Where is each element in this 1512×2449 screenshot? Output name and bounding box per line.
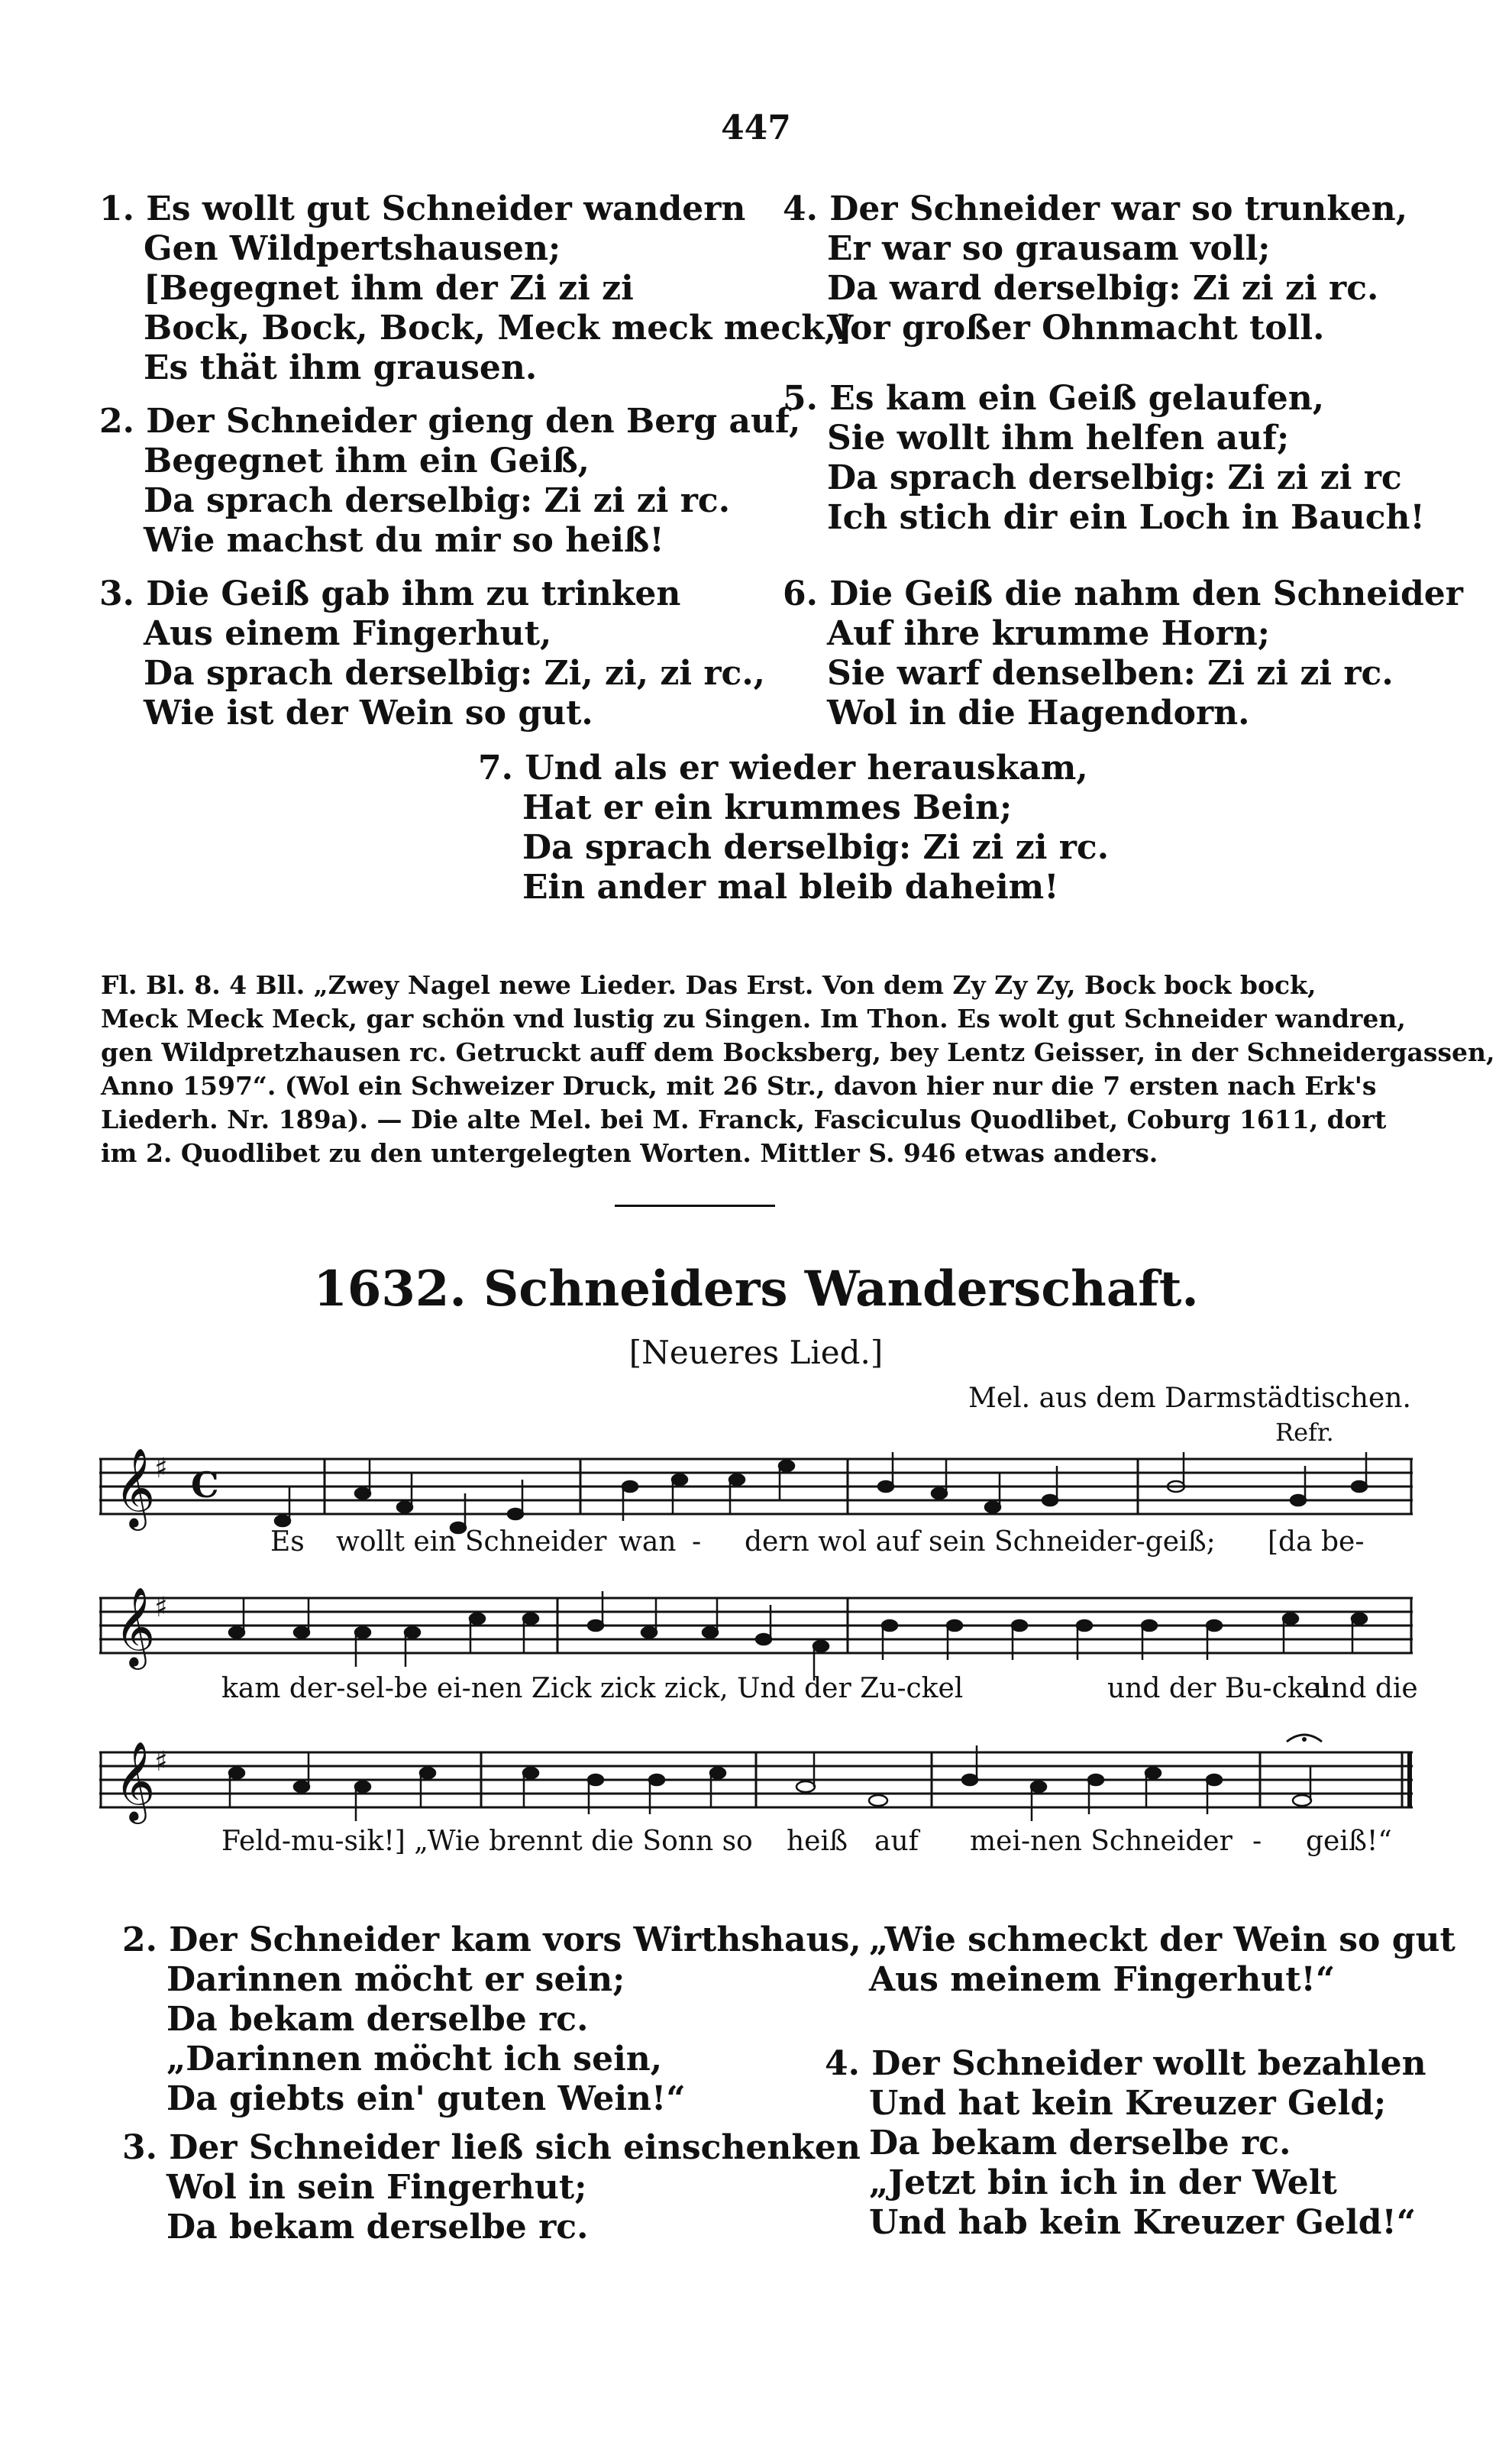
stanza-line: Wie ist der Wein so gut. — [144, 694, 593, 733]
stanza-line: Und hat kein Kreuzer Geld; — [869, 2084, 1387, 2123]
stanza-line: „Wie schmeckt der Wein so gut — [869, 1920, 1455, 1959]
refrain-mark: Refr. — [1275, 1418, 1334, 1447]
stanza-line: 4. Der Schneider war so trunken, — [783, 189, 1408, 228]
lyric-word: wan — [619, 1526, 677, 1558]
stanza-line: 3. Der Schneider ließ sich einschenken — [122, 2128, 861, 2167]
stanza-4-bottom — [825, 2044, 1426, 2243]
stanza-line: Aus meinem Fingerhut!“ — [869, 1960, 1336, 1999]
page-number: 447 — [721, 108, 791, 147]
stanza-7 — [478, 749, 1109, 907]
stanza-line: Ein ander mal bleib daheim! — [522, 868, 1059, 907]
stanza-line: 4. Der Schneider wollt bezahlen — [825, 2044, 1426, 2083]
melody-notes — [275, 1452, 1367, 1533]
lyric-word: auf — [874, 1826, 919, 1857]
lyrics-line-3 — [99, 1826, 1436, 1859]
stanza-line: Da sprach derselbig: Zi zi zi rc. — [144, 481, 731, 520]
lyric-word: mei-nen Schneider — [970, 1826, 1233, 1857]
stanza-line: „Darinnen möcht ich sein, — [166, 2040, 663, 2079]
stanza-line: Da giebts ein' guten Wein!“ — [166, 2079, 686, 2118]
stanza-line: 5. Es kam ein Geiß gelaufen, — [783, 379, 1325, 418]
lyric-word: dern wol auf sein Schneider-geiß; — [745, 1526, 1216, 1558]
stanza-line: 2. Der Schneider kam vors Wirthshaus, — [122, 1920, 861, 1959]
stanza-5 — [783, 379, 1425, 538]
music-staff-3 — [99, 1725, 1436, 1839]
note-line: Anno 1597“. (Wol ein Schweizer Druck, mit 26 Str., davon hier nur die 7 ersten nach Erk's — [101, 1071, 1377, 1101]
melody-notes — [229, 1745, 1311, 1821]
treble-clef-icon: 𝄞 — [115, 1587, 156, 1667]
stanza-line: Da ward derselbig: Zi zi zi rc. — [827, 269, 1379, 308]
lyric-word: heiß — [787, 1826, 848, 1857]
note-line: im 2. Quodlibet zu den untergelegten Worten. Mittler S. 946 etwas anders. — [101, 1138, 1158, 1168]
stanza-3 — [99, 574, 765, 733]
song-subtitle: [Neueres Lied.] — [628, 1334, 884, 1371]
stanza-3-continued — [825, 1920, 1455, 2000]
stanza-6 — [783, 574, 1463, 733]
stanza-line: Wie machst du mir so heiß! — [144, 521, 664, 560]
stanza-line: Da sprach derselbig: Zi zi zi rc. — [522, 828, 1110, 867]
lyric-word: kam der-sel-be ei-nen Zick zick zick, Und der Zu-ckel — [221, 1673, 964, 1704]
lyric-word: Es — [270, 1526, 305, 1558]
stanza-line: Da bekam derselbe rc. — [166, 2208, 589, 2247]
stanza-line: Wol in die Hagendorn. — [827, 694, 1250, 733]
stanza-line: Und hab kein Kreuzer Geld!“ — [869, 2203, 1417, 2242]
lyric-word: Feld-mu-sik!] „Wie brennt die Sonn so — [221, 1826, 753, 1857]
stanza-line: Auf ihre krumme Horn; — [827, 614, 1270, 653]
lyric-word: - — [1252, 1826, 1262, 1857]
note-line: Meck Meck Meck, gar schön vnd lustig zu Singen. Im Thon. Es wolt gut Schneider wandren, — [101, 1004, 1406, 1034]
stanza-line: Da sprach derselbig: Zi zi zi rc — [827, 458, 1402, 497]
stanza-line: 2. Der Schneider gieng den Berg auf, — [99, 402, 801, 441]
common-time-icon: C — [191, 1464, 219, 1506]
stanza-2 — [99, 402, 800, 561]
lyrics-line-2 — [99, 1673, 1436, 1707]
stanza-line: Gen Wildpertshausen; — [144, 229, 561, 268]
stanza-line: Begegnet ihm ein Geiß, — [144, 442, 590, 480]
lyric-word: - — [692, 1526, 702, 1558]
stanza-line: Bock, Bock, Bock, Meck meck meck,] — [144, 309, 852, 348]
stanza-1 — [99, 189, 852, 388]
stanza-3-bottom — [122, 2128, 861, 2247]
stanza-line: Wol in sein Fingerhut; — [166, 2168, 587, 2207]
note-line: gen Wildpretzhausen rc. Getruckt auff dem Bocksberg, bey Lentz Geisser, in der Schneidergassen, — [101, 1037, 1495, 1067]
stanza-line: Sie warf denselben: Zi zi zi rc. — [827, 654, 1394, 693]
melody-note: Mel. aus dem Darmstädtischen. — [968, 1383, 1411, 1414]
stanza-line: Da bekam derselbe rc. — [166, 2000, 589, 2039]
stanza-line: Ich stich dir ein Loch in Bauch! — [827, 498, 1425, 537]
stanza-line: 3. Die Geiß gab ihm zu trinken — [99, 574, 681, 613]
stanza-line: Hat er ein krummes Bein; — [522, 788, 1013, 827]
treble-clef-icon: 𝄞 — [115, 1741, 156, 1821]
song-heading — [0, 1260, 1512, 1318]
stanza-line: 1. Es wollt gut Schneider wandern — [99, 189, 746, 228]
lyric-word: geiß!“ — [1306, 1826, 1392, 1857]
stanza-4 — [783, 189, 1407, 348]
note-line: Liederh. Nr. 189a). — Die alte Mel. bei M. Franck, Fasciculus Quodlibet, Coburg 1611, dort — [101, 1105, 1387, 1134]
section-divider — [615, 1205, 775, 1207]
sharp-icon: ♯ — [154, 1453, 168, 1484]
stanza-line: 6. Die Geiß die nahm den Schneider — [783, 574, 1463, 613]
song-title: Schneiders Wanderschaft. — [483, 1260, 1199, 1318]
lyrics-line-1 — [99, 1526, 1436, 1560]
stanza-2-bottom — [122, 1920, 861, 2119]
source-note — [101, 969, 1495, 1170]
sharp-icon: ♯ — [154, 1592, 168, 1623]
stanza-line: „Jetzt bin ich in der Welt — [869, 2163, 1337, 2202]
stanza-line: Darinnen möcht er sein; — [166, 1960, 625, 1999]
lyric-word: [da be- — [1268, 1526, 1365, 1558]
sharp-icon: ♯ — [154, 1746, 168, 1778]
stanza-line: Vor großer Ohnmacht toll. — [827, 309, 1325, 348]
stanza-line: Es thät ihm grausen. — [144, 348, 538, 387]
lyric-word: und die — [1313, 1673, 1418, 1704]
stanza-line: Aus einem Fingerhut, — [144, 614, 552, 653]
stanza-line: Er war so grausam voll; — [827, 229, 1271, 268]
melody-notes — [229, 1591, 1367, 1681]
lyric-word: und der Bu-ckel — [1107, 1673, 1329, 1704]
note-line: Fl. Bl. 8. 4 Bll. „Zwey Nagel newe Lieder. Das Erst. Von dem Zy Zy Zy, Bock bock bock, — [101, 970, 1317, 1000]
stanza-line: [Begegnet ihm der Zi zi zi — [144, 269, 634, 308]
stanza-line: 7. Und als er wieder herauskam, — [478, 749, 1088, 788]
treble-clef-icon: 𝄞 — [115, 1448, 156, 1528]
song-number: 1632. — [313, 1260, 467, 1318]
lyric-word: wollt ein Schneider — [336, 1526, 607, 1558]
stanza-line: Da bekam derselbe rc. — [869, 2124, 1291, 2163]
stanza-line: Sie wollt ihm helfen auf; — [827, 419, 1290, 458]
stanza-line: Da sprach derselbig: Zi, zi, zi rc., — [144, 654, 765, 693]
